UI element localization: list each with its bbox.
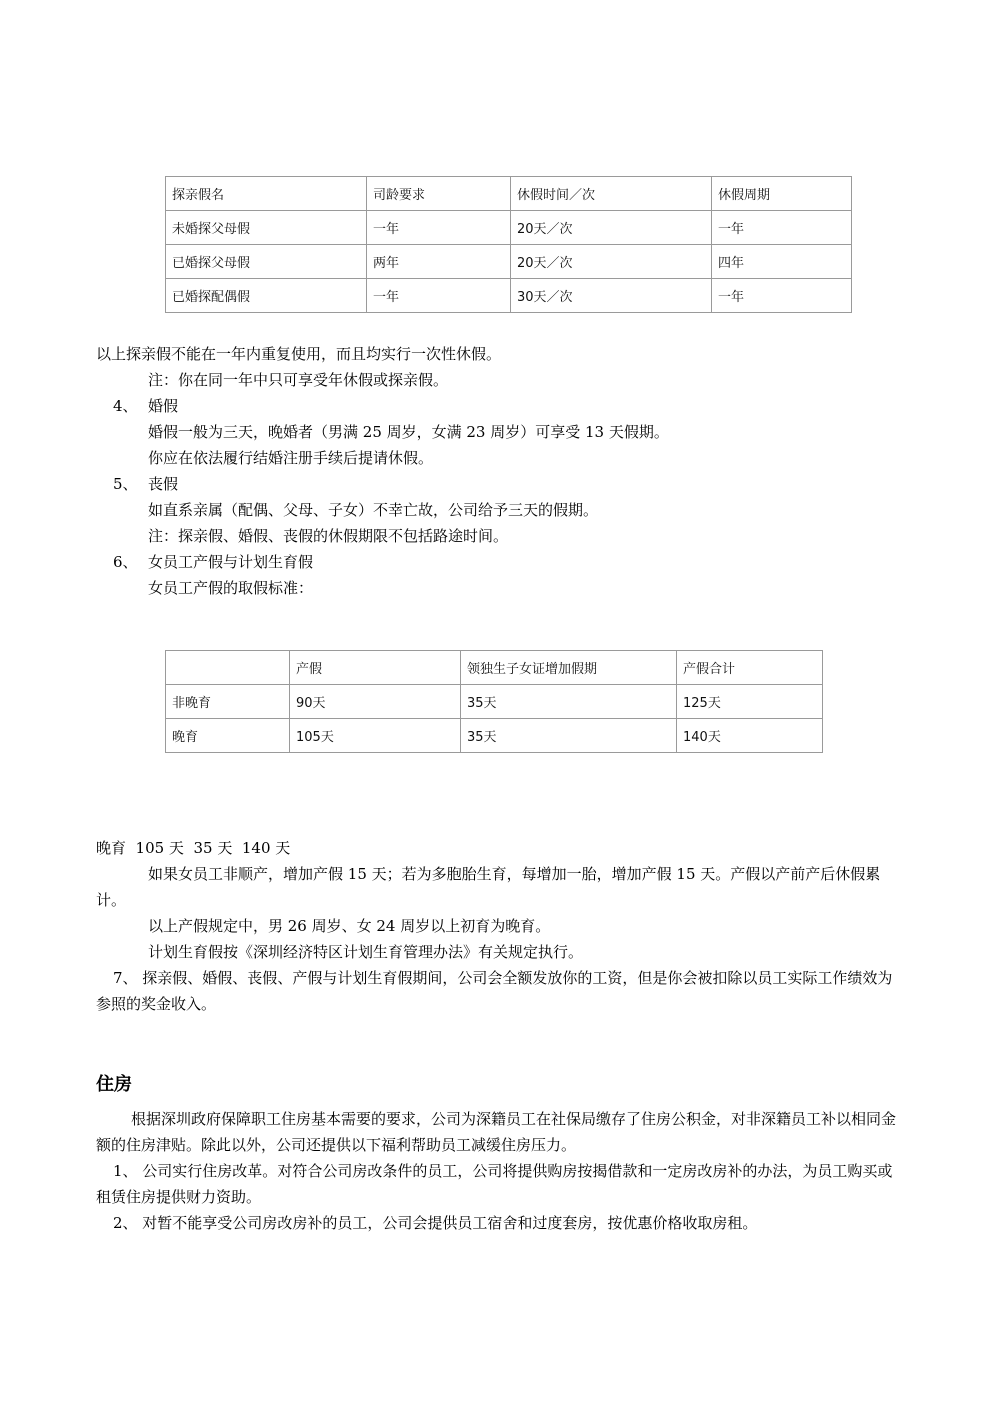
table-cell: 探亲假名	[166, 177, 367, 211]
table-cell: 已婚探配偶假	[166, 279, 367, 313]
paragraph: 婚假一般为三天，晚婚者（男满 25 周岁，女满 23 周岁）可享受 13 天假期。	[148, 423, 669, 441]
table-cell: 休假时间／次	[511, 177, 712, 211]
table-row	[166, 245, 852, 279]
table-row	[166, 279, 852, 313]
list-number: 4、	[113, 397, 138, 415]
table-cell: 两年	[367, 245, 511, 279]
leave-table	[165, 176, 852, 313]
list-item: 2、 对暂不能享受公司房改房补的员工，公司会提供员工宿舍和过度套房，按优惠价格收取房租。	[113, 1214, 758, 1232]
table-cell: 30天／次	[511, 279, 712, 313]
note: 注：你在同一年中只可享受年休假或探亲假。	[148, 371, 449, 389]
table-cell: 未婚探父母假	[166, 211, 367, 245]
table-cell: 已婚探父母假	[166, 245, 367, 279]
table-cell: 20天／次	[511, 245, 712, 279]
table-cell: 司龄要求	[367, 177, 511, 211]
table-header-row	[166, 177, 852, 211]
table-cell: 晚育	[166, 719, 290, 753]
section-heading: 女员工产假与计划生育假	[148, 553, 314, 571]
table-cell: 105天	[290, 719, 461, 753]
paragraph: 7、 探亲假、婚假、丧假、产假与计划生育假期间，公司会全额发放你的工资，但是你会被扣除以员工实际工作绩效为参照的奖金收入。	[96, 969, 893, 1013]
paragraph: 如直系亲属（配偶、父母、子女）不幸亡故，公司给予三天的假期。	[148, 501, 599, 519]
table-cell: 125天	[677, 685, 823, 719]
section-heading: 婚假	[148, 397, 179, 415]
note: 注：探亲假、婚假、丧假的休假期限不包括路途时间。	[148, 527, 509, 545]
table-cell: 90天	[290, 685, 461, 719]
table-cell: 35天	[461, 685, 677, 719]
list-item: 1、 公司实行住房改革。对符合公司房改条件的员工，公司将提供购房按揭借款和一定房改房补的办法，为员工购买或租赁住房提供财力资助。	[96, 1162, 893, 1206]
table-header-row	[166, 651, 823, 685]
maternity-table	[165, 650, 823, 753]
table-cell: 非晚育	[166, 685, 290, 719]
paragraph: 如果女员工非顺产，增加产假 15 天；若为多胞胎生育，每增加一胎，增加产假 15 天。产假以产前产后休假累计。	[96, 865, 881, 909]
table-cell: 140天	[677, 719, 823, 753]
table-cell	[166, 651, 290, 685]
paragraph: 计划生育假按《深圳经济特区计划生育管理办法》有关规定执行。	[148, 943, 584, 961]
table-cell: 产假合计	[677, 651, 823, 685]
list-number: 5、	[113, 475, 138, 493]
table-cell: 35天	[461, 719, 677, 753]
paragraph: 女员工产假的取假标准：	[148, 579, 314, 597]
table-cell: 休假周期	[712, 177, 852, 211]
table-cell: 四年	[712, 245, 852, 279]
table-row	[166, 719, 823, 753]
paragraph: 以上探亲假不能在一年内重复使用，而且均实行一次性休假。	[96, 345, 502, 363]
paragraph: 根据深圳政府保障职工住房基本需要的要求，公司为深籍员工在社保局缴存了住房公积金，对非深籍员工补以相同金额的住房津贴。除此以外，公司还提供以下福利帮助员工减缓住房压力。	[96, 1110, 897, 1154]
paragraph: 你应在依法履行结婚注册手续后提请休假。	[148, 449, 434, 467]
table-row	[166, 685, 823, 719]
paragraph: 以上产假规定中，男 26 周岁、女 24 周岁以上初育为晚育。	[148, 917, 551, 935]
section-title: 住房	[96, 1074, 132, 1095]
table-cell: 一年	[367, 211, 511, 245]
table-cell: 一年	[712, 279, 852, 313]
table-row	[166, 211, 852, 245]
section-heading: 丧假	[148, 475, 179, 493]
table-cell: 一年	[712, 211, 852, 245]
list-number: 6、	[113, 553, 138, 571]
paragraph: 晚育 105 天 35 天 140 天	[96, 839, 291, 857]
table-cell: 20天／次	[511, 211, 712, 245]
table-cell: 一年	[367, 279, 511, 313]
table-cell: 产假	[290, 651, 461, 685]
table-cell: 领独生子女证增加假期	[461, 651, 677, 685]
